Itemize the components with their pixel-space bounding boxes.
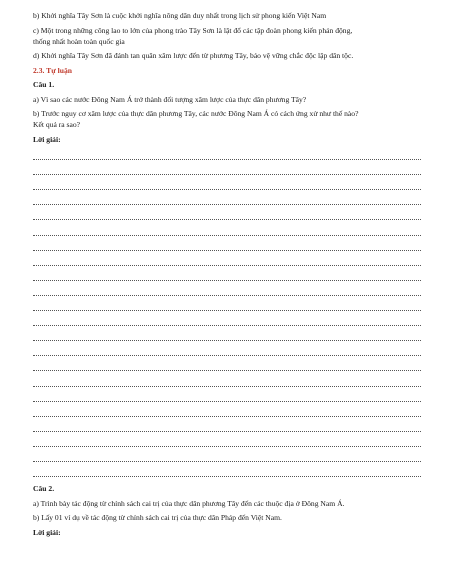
answer-line[interactable] <box>33 344 421 359</box>
essay-section-heading: 2.3. Tự luận <box>33 65 73 75</box>
answer-line[interactable] <box>33 269 421 284</box>
answer-line[interactable] <box>33 299 421 314</box>
answer-line[interactable] <box>33 163 421 178</box>
answer-line[interactable] <box>33 405 421 420</box>
answer-line[interactable] <box>33 329 421 344</box>
question-2b-text: b) Lấy 01 ví dụ về tác động từ chính sách cai trị của thực dân Pháp đến Việt Nam. <box>33 513 282 523</box>
answer-lines-1 <box>33 148 421 480</box>
option-c-text-line1: c) Một trong những công lao to lớn của phong trào Tây Sơn là lật đổ các tập đoàn phong kiến phản động, <box>33 25 353 35</box>
answer-line[interactable] <box>33 148 421 163</box>
answer-line[interactable] <box>33 450 421 465</box>
question-1b-text-line1: b) Trước nguy cơ xâm lược của thực dân phương Tây, các nước Đông Nam Á có cách ứng xử như thế nào? <box>33 109 359 118</box>
answer-line[interactable] <box>33 359 421 374</box>
option-c-text-line2: thống nhất hoàn toàn quốc gia <box>33 36 125 46</box>
answer-label-1: Lời giải: <box>33 134 61 144</box>
answer-line[interactable] <box>33 193 421 208</box>
answer-line[interactable] <box>33 465 421 480</box>
answer-line[interactable] <box>33 239 421 254</box>
answer-label-2: Lời giải: <box>33 527 61 537</box>
answer-line[interactable] <box>33 178 421 193</box>
answer-line[interactable] <box>33 390 421 405</box>
question-2a-text: a) Trình bày tác động từ chính sách cai trị của thực dân phương Tây đến các thuộc địa ở Đông Nam Á. <box>33 498 345 508</box>
answer-line[interactable] <box>33 374 421 389</box>
question-1-title: Câu 1. <box>33 80 55 89</box>
option-b-text: b) Khởi nghĩa Tây Sơn là cuộc khởi nghĩa nông dân duy nhất trong lịch sử phong kiến Việt Nam <box>33 11 327 20</box>
document-page <box>33 10 421 541</box>
question-1a-text: a) Vì sao các nước Đông Nam Á trở thành đối tượng xâm lược của thực dân phương Tây? <box>33 94 307 104</box>
answer-line[interactable] <box>33 420 421 435</box>
answer-line[interactable] <box>33 254 421 269</box>
option-d-text: d) Khởi nghĩa Tây Sơn đã đánh tan quân xâm lược đến từ phương Tây, bảo vệ vững chắc độc lập dân tộc. <box>33 51 354 60</box>
answer-line[interactable] <box>33 314 421 329</box>
question-1b-text-line2: Kết quả ra sao? <box>33 120 81 129</box>
answer-line[interactable] <box>33 223 421 238</box>
answer-line[interactable] <box>33 435 421 450</box>
question-2-title: Câu 2. <box>33 484 55 494</box>
answer-line[interactable] <box>33 284 421 299</box>
answer-line[interactable] <box>33 208 421 223</box>
